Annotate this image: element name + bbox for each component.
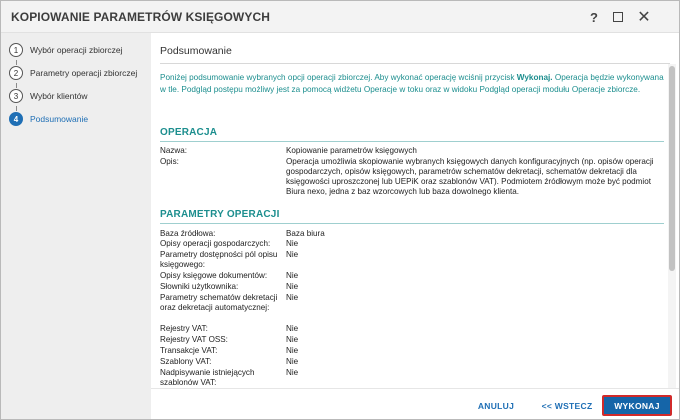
intro-text-bold: Wykonaj. bbox=[516, 73, 553, 82]
param-key: Słowniki użytkownika: bbox=[160, 282, 239, 291]
step-label: Wybór klientów bbox=[30, 91, 88, 101]
param-value: Nie bbox=[286, 346, 299, 355]
param-value: Nie bbox=[286, 335, 299, 344]
execute-button[interactable]: WYKONAJ bbox=[602, 395, 672, 416]
detail-value: Operacja umożliwia skopiowanie wybranych księgowych danych konfiguracyjnych (np. opisów operacji gospodarczych, opisów księgowych, parametrów schematów dekretacji, schematów dekretacji dla księgowości uproszczonej lub UEPiK oraz szablonów VAT). Podmiotem źródłowym może być podmiot Biura nexo, jedna z baz wzorcowych lub baza dowolnego klienta. bbox=[286, 157, 654, 196]
step-item-1[interactable] bbox=[9, 41, 123, 59]
step-item-2[interactable] bbox=[9, 64, 137, 82]
summary-panel bbox=[151, 33, 679, 388]
param-key: Transakcje VAT: bbox=[160, 346, 218, 355]
param-key: Opisy operacji gospodarczych: bbox=[160, 239, 271, 248]
param-key: Parametry schematów dekretacji oraz dekretacji automatycznej: bbox=[160, 293, 278, 312]
detail-key: Nazwa: bbox=[160, 146, 187, 155]
title-bar bbox=[1, 1, 679, 33]
step-number: 3 bbox=[9, 89, 23, 103]
maximize-icon bbox=[613, 12, 623, 22]
summary-content bbox=[151, 64, 679, 388]
scrollbar-thumb[interactable] bbox=[669, 66, 675, 271]
section-divider bbox=[160, 141, 664, 142]
detail-row bbox=[160, 146, 664, 156]
param-key: Rejestry VAT: bbox=[160, 324, 208, 333]
wizard-steps-sidebar bbox=[1, 33, 151, 419]
param-key: Parametry dostępności pól opisu księgowego: bbox=[160, 250, 278, 269]
vertical-scrollbar[interactable] bbox=[668, 64, 676, 388]
param-value: Nie bbox=[286, 357, 299, 366]
close-button[interactable]: ✕ bbox=[637, 9, 651, 26]
step-number: 4 bbox=[9, 112, 23, 126]
intro-text bbox=[160, 72, 664, 95]
maximize-button[interactable] bbox=[607, 6, 629, 28]
step-number: 1 bbox=[9, 43, 23, 57]
param-key: Rejestry VAT OSS: bbox=[160, 335, 228, 344]
param-value: Nie bbox=[286, 271, 299, 280]
window-title: KOPIOWANIE PARAMETRÓW KSIĘGOWYCH bbox=[11, 10, 270, 24]
intro-text-part: Operacja będzie wykonywana w tle. Podgląd postępu możliwy jest za pomocą widżetu Operacje w toku oraz w widoku Podgląd operacji modułu Operacje zbiorcze. bbox=[160, 73, 664, 94]
step-label: Podsumowanie bbox=[30, 114, 89, 124]
step-label: Wybór operacji zbiorczej bbox=[30, 45, 123, 55]
help-button[interactable]: ? bbox=[590, 9, 598, 25]
param-key: Baza źródłowa: bbox=[160, 229, 216, 238]
param-value: Nie bbox=[286, 324, 299, 333]
step-number: 2 bbox=[9, 66, 23, 80]
section-divider bbox=[160, 223, 664, 224]
step-label: Parametry operacji zbiorczej bbox=[30, 68, 138, 78]
param-value: Nie bbox=[286, 282, 299, 291]
detail-value: Kopiowanie parametrów księgowych bbox=[286, 146, 417, 155]
wizard-footer bbox=[151, 388, 679, 419]
param-key: Opisy księgowe dokumentów: bbox=[160, 271, 268, 280]
detail-key: Opis: bbox=[160, 157, 179, 166]
back-button[interactable]: << WSTECZ bbox=[541, 400, 593, 411]
param-value: Nie bbox=[286, 239, 299, 248]
panel-title: Podsumowanie bbox=[160, 45, 232, 57]
detail-row bbox=[160, 157, 664, 207]
param-value: Nie bbox=[286, 250, 299, 259]
param-key: Nadpisywanie istniejących szablonów VAT: bbox=[160, 368, 255, 387]
step-item-4[interactable] bbox=[9, 110, 88, 128]
section-heading-parameters: PARAMETRY OPERACJI bbox=[160, 209, 280, 220]
intro-text-part: Poniżej podsumowanie wybranych opcji operacji zbiorczej. Aby wykonać operację wciśnij przycisk bbox=[160, 73, 517, 82]
param-value: Baza biura bbox=[286, 229, 325, 238]
param-value: Nie bbox=[286, 293, 299, 302]
section-heading-operation: OPERACJA bbox=[160, 127, 218, 138]
step-item-3[interactable] bbox=[9, 87, 88, 105]
cancel-button[interactable]: ANULUJ bbox=[477, 400, 515, 411]
param-key: Szablony VAT: bbox=[160, 357, 212, 366]
param-value: Nie bbox=[286, 368, 299, 377]
